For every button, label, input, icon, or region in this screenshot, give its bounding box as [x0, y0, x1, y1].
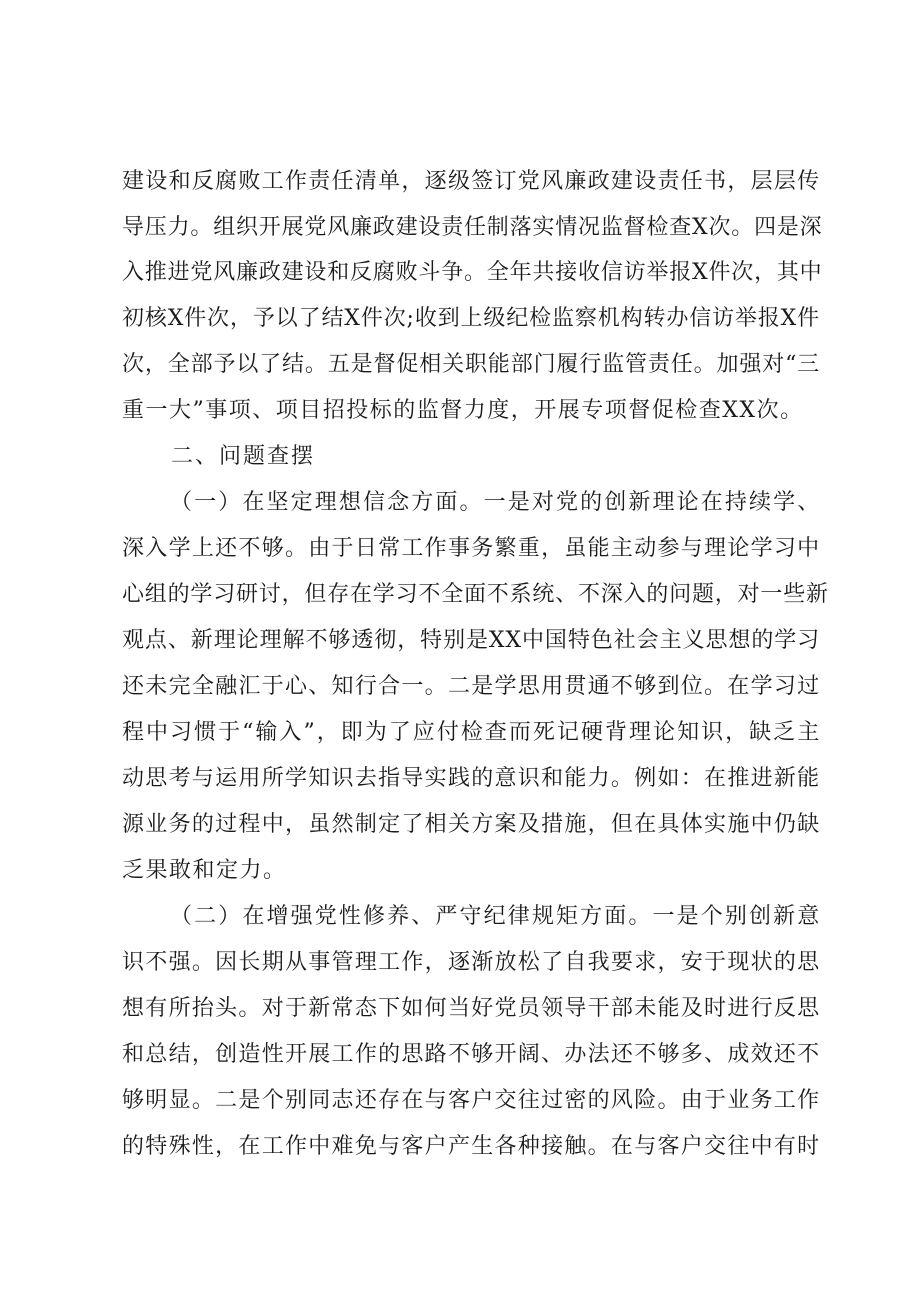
body-text-line: 导压力。组织开展党风廉政建设责任制落实情况监督检查X次。四是深 — [122, 215, 823, 240]
body-text-line: 建设和反腐败工作责任清单，逐级签订党风廉政建设责任书，层层传 — [122, 169, 820, 194]
body-text-line: 和总结，创造性开展工作的思路不够开阔、办法还不够多、成效还不 — [122, 1042, 820, 1067]
body-text-line: 识不强。因长期从事管理工作，逐渐放松了自我要求，安于现状的思 — [122, 950, 820, 975]
body-text-line: 乏果敢和定力。 — [122, 858, 287, 883]
body-text-line: 还未完全融汇于心、知行合一。二是学思用贯通不够到位。在学习过 — [122, 674, 820, 699]
body-text-line: 观点、新理论理解不够透彻，特别是XX中国特色社会主义思想的学习 — [122, 628, 820, 653]
body-text-line: 动思考与运用所学知识去指导实践的意识和能力。例如：在推进新能 — [122, 766, 820, 791]
body-text-line: 心组的学习研讨，但存在学习不全面不系统、不深入的问题，对一些新 — [122, 582, 829, 607]
body-text-line: 入推进党风廉政建设和反腐败斗争。全年共接收信访举报X件次，其中 — [122, 260, 823, 285]
body-text-line: 次，全部予以了结。五是督促相关职能部门履行监管责任。加强对“三 — [122, 352, 820, 377]
section-heading: 二、问题查摆 — [171, 444, 316, 469]
body-text-line: 源业务的过程中，虽然制定了相关方案及措施，但在具体实施中仍缺 — [122, 812, 820, 837]
body-text-line: 想有所抬头。对于新常态下如何当好党员领导干部未能及时进行反思 — [122, 996, 820, 1021]
body-text-line: 的特殊性，在工作中难免与客户产生各种接触。在与客户交往中有时 — [122, 1134, 820, 1159]
body-text-line: 深入学上还不够。由于日常工作事务繁重，虽能主动参与理论学习中 — [122, 536, 820, 561]
paragraph-first-line: （二）在增强党性修养、严守纪律规矩方面。一是个别创新意 — [170, 904, 820, 929]
body-text-line: 重一大”事项、项目招投标的监督力度，开展专项督促检查XX次。 — [122, 398, 804, 423]
paragraph-first-line: （一）在坚定理想信念方面。一是对党的创新理论在持续学、 — [170, 490, 820, 515]
body-text-line: 够明显。二是个别同志还存在与客户交往过密的风险。由于业务工作 — [122, 1088, 820, 1113]
body-text-line: 程中习惯于“输入”，即为了应付检查而死记硬背理论知识，缺乏主 — [122, 720, 820, 745]
body-text-line: 初核X件次，予以了结X件次;收到上级纪检监察机构转办信访举报X件 — [122, 306, 820, 331]
